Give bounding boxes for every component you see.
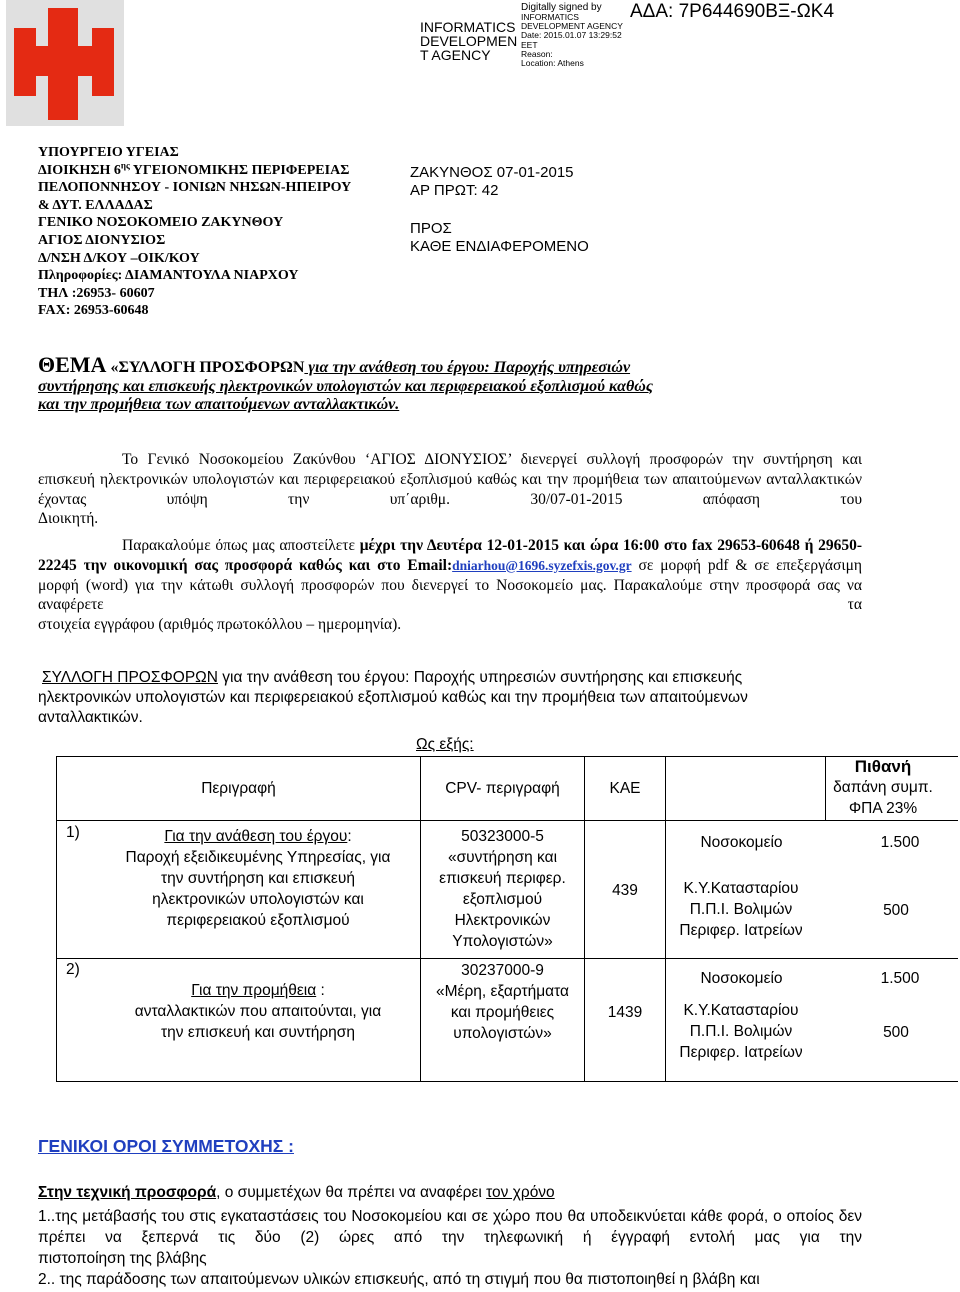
signature-detail: Location: Athens [521,58,584,69]
row-site: Νοσοκομείο [700,834,783,851]
subject-text: για την ανάθεση του έργου: Παροχής υπηρεσιών [304,359,631,376]
contact-person: Πληροφορίες: ΔΙΑΜΑΝΤΟΥΛΑ ΝΙΑΡΧΟΥ [38,268,299,284]
protocol-number: ΑΡ ΠΡΩΤ: 42 [410,182,499,199]
administration-line [38,159,351,180]
paragraph-text: Παρακαλούμε όπως μας αποστείλετε [122,537,360,554]
red-cross-icon [6,0,124,126]
as-follows: Ως εξής: [416,736,474,753]
cpv-line: «συντήρηση και [447,849,558,866]
signature-agency-line: DEVELOPMEN [420,33,518,49]
header-cost [808,756,958,819]
row-site: Νοσοκομείο [700,970,783,987]
paragraph-text-rest: σε μορφή pdf & σε επεξεργάσιμη μορφή (word) για την κάτωθι συλλογή προσφορών που διενεργεί το Νοσοκομείο μας. Παρακαλούμε στην προσφορά σας να αναφέρετε τα [38,556,862,614]
term-item: 1..της μετάβασής του στις εγκαταστάσεις του Νοσοκομείου και σε χώρο που θα υποδεικνύεται κάθε φορά, ο οπoίος δεν πρέπει να ξεπερνά τις δύο (2) ώρες από την τηλεφωνική ή έγγραφή εντολή μας για την [38,1208,862,1246]
row-amount: 500 [883,1024,909,1041]
desc-colon: : [347,828,352,845]
ada-code: ΑΔΑ: 7Ρ644690ΒΞ-ΩΚ4 [630,1,835,22]
technical-offer-label: Στην τεχνική προσφορά [38,1184,217,1201]
desc-line: περιφερειακού εξοπλισμού [166,912,350,929]
subject-line [38,352,938,378]
paragraph-text-end: Διοικητή. [38,510,99,528]
hospital-name: ΓΕΝΙΚΟ ΝΟΣΟΚΟΜΕΙΟ ΖΑΚΥΝΘΟΥ [38,215,284,231]
cpv-line: επισκευή περιφερ. [439,870,566,887]
cpv-line: και προμήθειες [450,1004,555,1021]
signature-detail: DEVELOPMENT AGENCY [521,21,623,32]
row-description [98,826,418,931]
hospital-logo [6,0,124,126]
row-kae: 439 [612,882,638,899]
recipient: ΚΑΘΕ ΕΝΔΙΑΦΕΡΟΜΕΝΟ [410,238,589,255]
sender-block [38,144,351,320]
signature-detail: Digitally signed by [521,2,602,13]
signature-agency [420,20,520,62]
administration-text-rest: ΥΓΕΙΟΝΟΜΙΚΗΣ ΠΕΡΙΦΕΡΕΙΑΣ [129,162,350,178]
collection-text-line: ηλεκτρονικών υπολογιστών και περιφερειακού εξοπλισμού καθώς και την προμήθεια των απαιτούμενων [38,688,748,706]
row-number: 1) [66,824,80,841]
row-kae: 1439 [607,1004,643,1021]
site-line: Περιφερ. Ιατρείων [679,922,803,939]
row-amount: 1.500 [880,970,920,987]
signature-details [521,2,623,68]
header-cpv: CPV- περιγραφή [445,780,560,797]
to-label: ΠΡΟΣ [410,220,452,237]
paragraph-intro [38,450,862,529]
hospital-subname: ΑΓΙΟΣ ΔΙΟΝΥΣΙΟΣ [38,232,166,248]
place-date: ΖΑΚΥΝΘΟΣ 07-01-2015 [410,164,574,181]
terms-list [38,1206,862,1290]
items-table [38,756,958,1082]
term-item-end: πιστοποίηση της βλάβης [38,1250,207,1267]
phone: ΤΗΛ :26953- 60607 [38,285,155,301]
technical-offer-time: τον χρόνο [486,1184,555,1201]
signature-agency-line: T AGENCY [420,47,491,63]
collection-text-line: ανταλλακτικών. [38,708,143,726]
signature-detail: EET [521,39,538,50]
row-description [98,980,418,1043]
row-amount: 1.500 [880,834,920,851]
desc-line: Παροχή εξειδικευμένης Υπηρεσίας, για [125,849,391,866]
general-terms-title: ΓΕΝΙΚΟΙ ΟΡΟΙ ΣΥΜΜΕΤΟΧΗΣ : [38,1136,294,1156]
recipient-block [410,164,589,256]
site-line: Π.Π.Ι. Βολιμών [689,901,793,918]
region-line: ΠΕΛΟΠΟΝΝΗΣΟΥ - ΙΟΝΙΩΝ ΝΗΣΩΝ-ΗΠΕΙΡΟΥ [38,180,352,196]
header-cost-line: ΦΠΑ 23% [848,800,918,817]
desc-line: ανταλλακτικών που απαιτούνται, για [134,1003,382,1020]
row-site-list [666,1000,816,1063]
technical-offer-text: , ο συμμετέχων θα πρέπει να αναφέρει [216,1184,487,1201]
header-cost-line: δαπάνη συμπ. [833,779,933,796]
cpv-line: 30237000-9 [461,962,544,979]
administration-sup: ης [120,159,130,170]
cpv-line: «Μέρη, εξαρτήματα [436,983,569,1000]
signature-detail: Date: 2015.01.07 13:29:52 [521,30,622,41]
department: Δ/ΝΣΗ Δ/ΚΟΥ –ΟΙΚ/ΚΟΥ [38,250,200,266]
subject-line: και την προμήθεια των απαιτούμενων ανταλλακτικών. [38,396,400,413]
desc-title: Για την ανάθεση του έργου [164,828,348,845]
paragraph-collection [38,668,862,727]
desc-colon: : [316,982,325,999]
subject [38,352,938,415]
row-number: 2) [66,961,80,978]
cpv-line: εξοπλισμού [462,891,543,908]
row-cpv [421,826,584,952]
collection-title: ΣΥΛΛΟΓΗ ΠΡΟΣΦΟΡΩΝ [42,669,218,686]
desc-line: την συντήρηση και επισκευή [161,870,355,887]
cpv-line: υπολογιστών» [453,1025,552,1042]
row-amount: 500 [883,902,909,919]
subject-line: συντήρησης και επισκευής ηλεκτρονικών υπολογιστών και περιφερειακού εξοπλισμού καθώς [38,377,653,395]
collection-text: για την ανάθεση του έργου: Παροχής υπηρεσιών συντήρησης και επισκευής [217,669,743,686]
paragraph-text-end: στοιχεία εγγράφου (αριθμός πρωτοκόλλου – ημερομηνία). [38,616,402,634]
header-description: Περιγραφή [201,780,276,797]
term-item: 2.. της παράδοσης των απαιτούμενων υλικών επισκευής, από τη στιγμή που θα πιστοποιηθεί η βλάβη και [38,1271,760,1288]
row-site-list [666,878,816,941]
signature-agency-line: INFORMATICS [420,19,516,35]
desc-line: ηλεκτρονικών υπολογιστών και [152,891,364,908]
email-link[interactable]: dniarhou@1696.syzefxis.gov.gr [452,557,632,573]
paragraph-request [38,536,862,635]
header-kae: ΚΑΕ [609,780,641,797]
deadline-text: μέχρι την Δευτέρα 12-01-2015 και ώρα 16:00 στο fax 29653-60648 ή 29650-22245 την οικονομική σας προσφορά καθώς και στο Email: [38,537,862,574]
fax: FAX: 26953-60648 [38,303,149,319]
header-cost-line: Πιθανή [854,757,912,776]
region-line-2: & ΔΥΤ. ΕΛΛΑΔΑΣ [38,197,153,213]
row-cpv [421,960,584,1044]
signature-detail: Reason: [521,48,553,59]
site-line: Κ.Υ.Κατασταρίου [683,1002,799,1019]
site-line: Κ.Υ.Κατασταρίου [683,880,799,897]
subject-label: ΘΕΜΑ [38,352,107,377]
desc-line: την επισκευή και συντήρηση [161,1024,355,1041]
cpv-line: 50323000-5 [461,828,544,845]
ministry: ΥΠΟΥΡΓΕΙΟ ΥΓΕΙΑΣ [38,145,179,160]
paragraph-text: Το Γενικό Νοσοκομείου Ζακύνθου ‘ΑΓΙΟΣ ΔΙΟΝΥΣΙΟΣ’ διενεργεί συλλογή προσφορών την συντήρηση και επισκευή ηλεκτρονικών υπολογιστών και περιφερειακού εξοπλισμού καθώς και την προμήθεια των απαιτούμενων ανταλλακτικών έχοντας υπόψη την υπ΄αριθμ. 30/07-01-2015 απόφαση του [38,451,862,508]
signature-detail: INFORMATICS [521,12,579,22]
cpv-line: Ηλεκτρονικών [454,912,551,929]
technical-offer-line [38,1184,555,1202]
site-line: Περιφερ. Ιατρείων [679,1044,803,1061]
administration-text: ΔΙΟΙΚΗΣΗ 6 [38,162,121,178]
cpv-line: Υπολογιστών» [452,933,553,950]
subject-title: «ΣΥΛΛΟΓΗ ΠΡΟΣΦΟΡΩΝ [106,359,305,376]
desc-title: Για την προμήθεια [191,982,317,999]
site-line: Π.Π.Ι. Βολιμών [689,1023,793,1040]
